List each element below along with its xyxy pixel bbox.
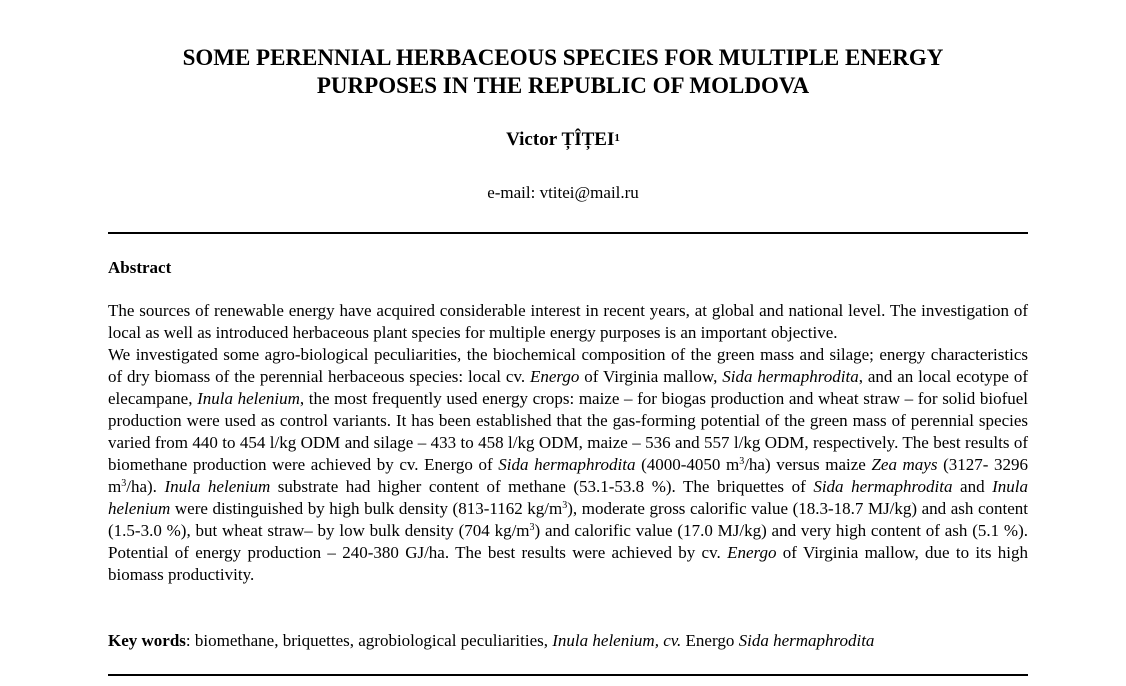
abstract-text: substrate had higher content of methane (53.1-53.8 %). The briquettes of (270, 477, 814, 496)
abstract-italic-term: Inula helenium (164, 477, 271, 496)
author-line (0, 128, 1126, 152)
abstract-heading: Abstract (108, 258, 172, 277)
abstract-italic-term: Sida hermaphrodita (813, 477, 953, 496)
abstract-text: , the most frequently used energy crops: maize – for biogas production and wheat straw – for solid biofuel production were used as control variants. It has been established that the gas-forming potential of the green mass of perennial species varied from 440 to 454 l/kg ODM and silage – 433 to 458 l/kg ODM, maize – 536 and 557 l/kg ODM, respectively. The best results of biomethane production were achieved by cv. Energo of (108, 389, 1029, 474)
abstract-text: of Virginia mallow, due to its high biomass productivity. (108, 543, 1028, 584)
abstract-text: /ha) versus maize (744, 455, 872, 474)
abstract-text: We investigated some agro-biological peculiarities, the biochemical composition of the green mass and silage; energy characteristics of dry biomass of the perennial herbaceous species: local cv. (108, 345, 1028, 386)
abstract-italic-term: Inula helenium (108, 477, 1029, 518)
abstract-italic-term: Sida hermaphrodita (722, 367, 859, 386)
abstract-text: were distinguished by high bulk density (813-1162 kg/m (170, 499, 563, 518)
abstract-body (108, 300, 1028, 586)
keywords-italic-term: Inula helenium, cv. (552, 631, 682, 650)
top-divider (108, 232, 1028, 234)
abstract-text: (3127- 3296 m (108, 455, 1028, 496)
abstract-paragraph-1: The sources of renewable energy have acquired considerable interest in recent years, at global and national level. The investigation of local as well as introduced herbaceous plant species for multiple energy purposes is an important objective. (108, 301, 1028, 342)
bottom-divider (108, 674, 1028, 676)
keywords-text: : biomethane, briquettes, agrobiological peculiarities, (185, 631, 553, 650)
abstract-italic-term: Zea mays (871, 455, 938, 474)
paper-title (0, 44, 1126, 100)
author-email: e-mail: vtitei@mail.ru (487, 183, 639, 202)
abstract-text: , and an local ecotype of elecampane, (108, 367, 1028, 408)
abstract-superscript: 3 (562, 500, 568, 511)
abstract-italic-term: Sida hermaphrodita (498, 455, 636, 474)
abstract-text: (4000-4050 m (635, 455, 740, 474)
keywords-label: Key words (108, 631, 186, 650)
abstract-paragraph-2 (108, 344, 1028, 586)
abstract-text: and (952, 477, 993, 496)
keywords-text: Energo (681, 631, 739, 650)
author-name: Victor ȚÎȚEI (506, 129, 615, 150)
abstract-text: /ha). (126, 477, 165, 496)
abstract-text: of Virginia mallow, (579, 367, 723, 386)
abstract-text: ), moderate gross calorific value (18.3-18.7 MJ/kg) and ash content (1.5-3.0 %), but wheat straw– by low bulk density (704 kg/m (108, 499, 1029, 540)
abstract-italic-term: Energo (727, 543, 777, 562)
abstract-superscript: 3 (739, 456, 745, 467)
abstract-italic-term: Inula helenium (197, 389, 300, 408)
abstract-text: ) and calorific value (17.0 MJ/kg) and very high content of ash (5.1 %). Potential of energy production – 240-380 GJ/ha. The best results were achieved by cv. (108, 521, 1028, 562)
keywords-line (108, 630, 1028, 652)
keywords-italic-term: Sida hermaphrodita (738, 631, 875, 650)
author-affiliation-mark: 1 (614, 132, 620, 144)
abstract-superscript: 3 (529, 522, 535, 533)
paper-title-line-2: PURPOSES IN THE REPUBLIC OF MOLDOVA (316, 73, 810, 98)
paper-title-line-1: SOME PERENNIAL HERBACEOUS SPECIES FOR MULTIPLE ENERGY (182, 45, 944, 70)
abstract-superscript: 3 (121, 478, 127, 489)
abstract-italic-term: Energo (529, 367, 580, 386)
